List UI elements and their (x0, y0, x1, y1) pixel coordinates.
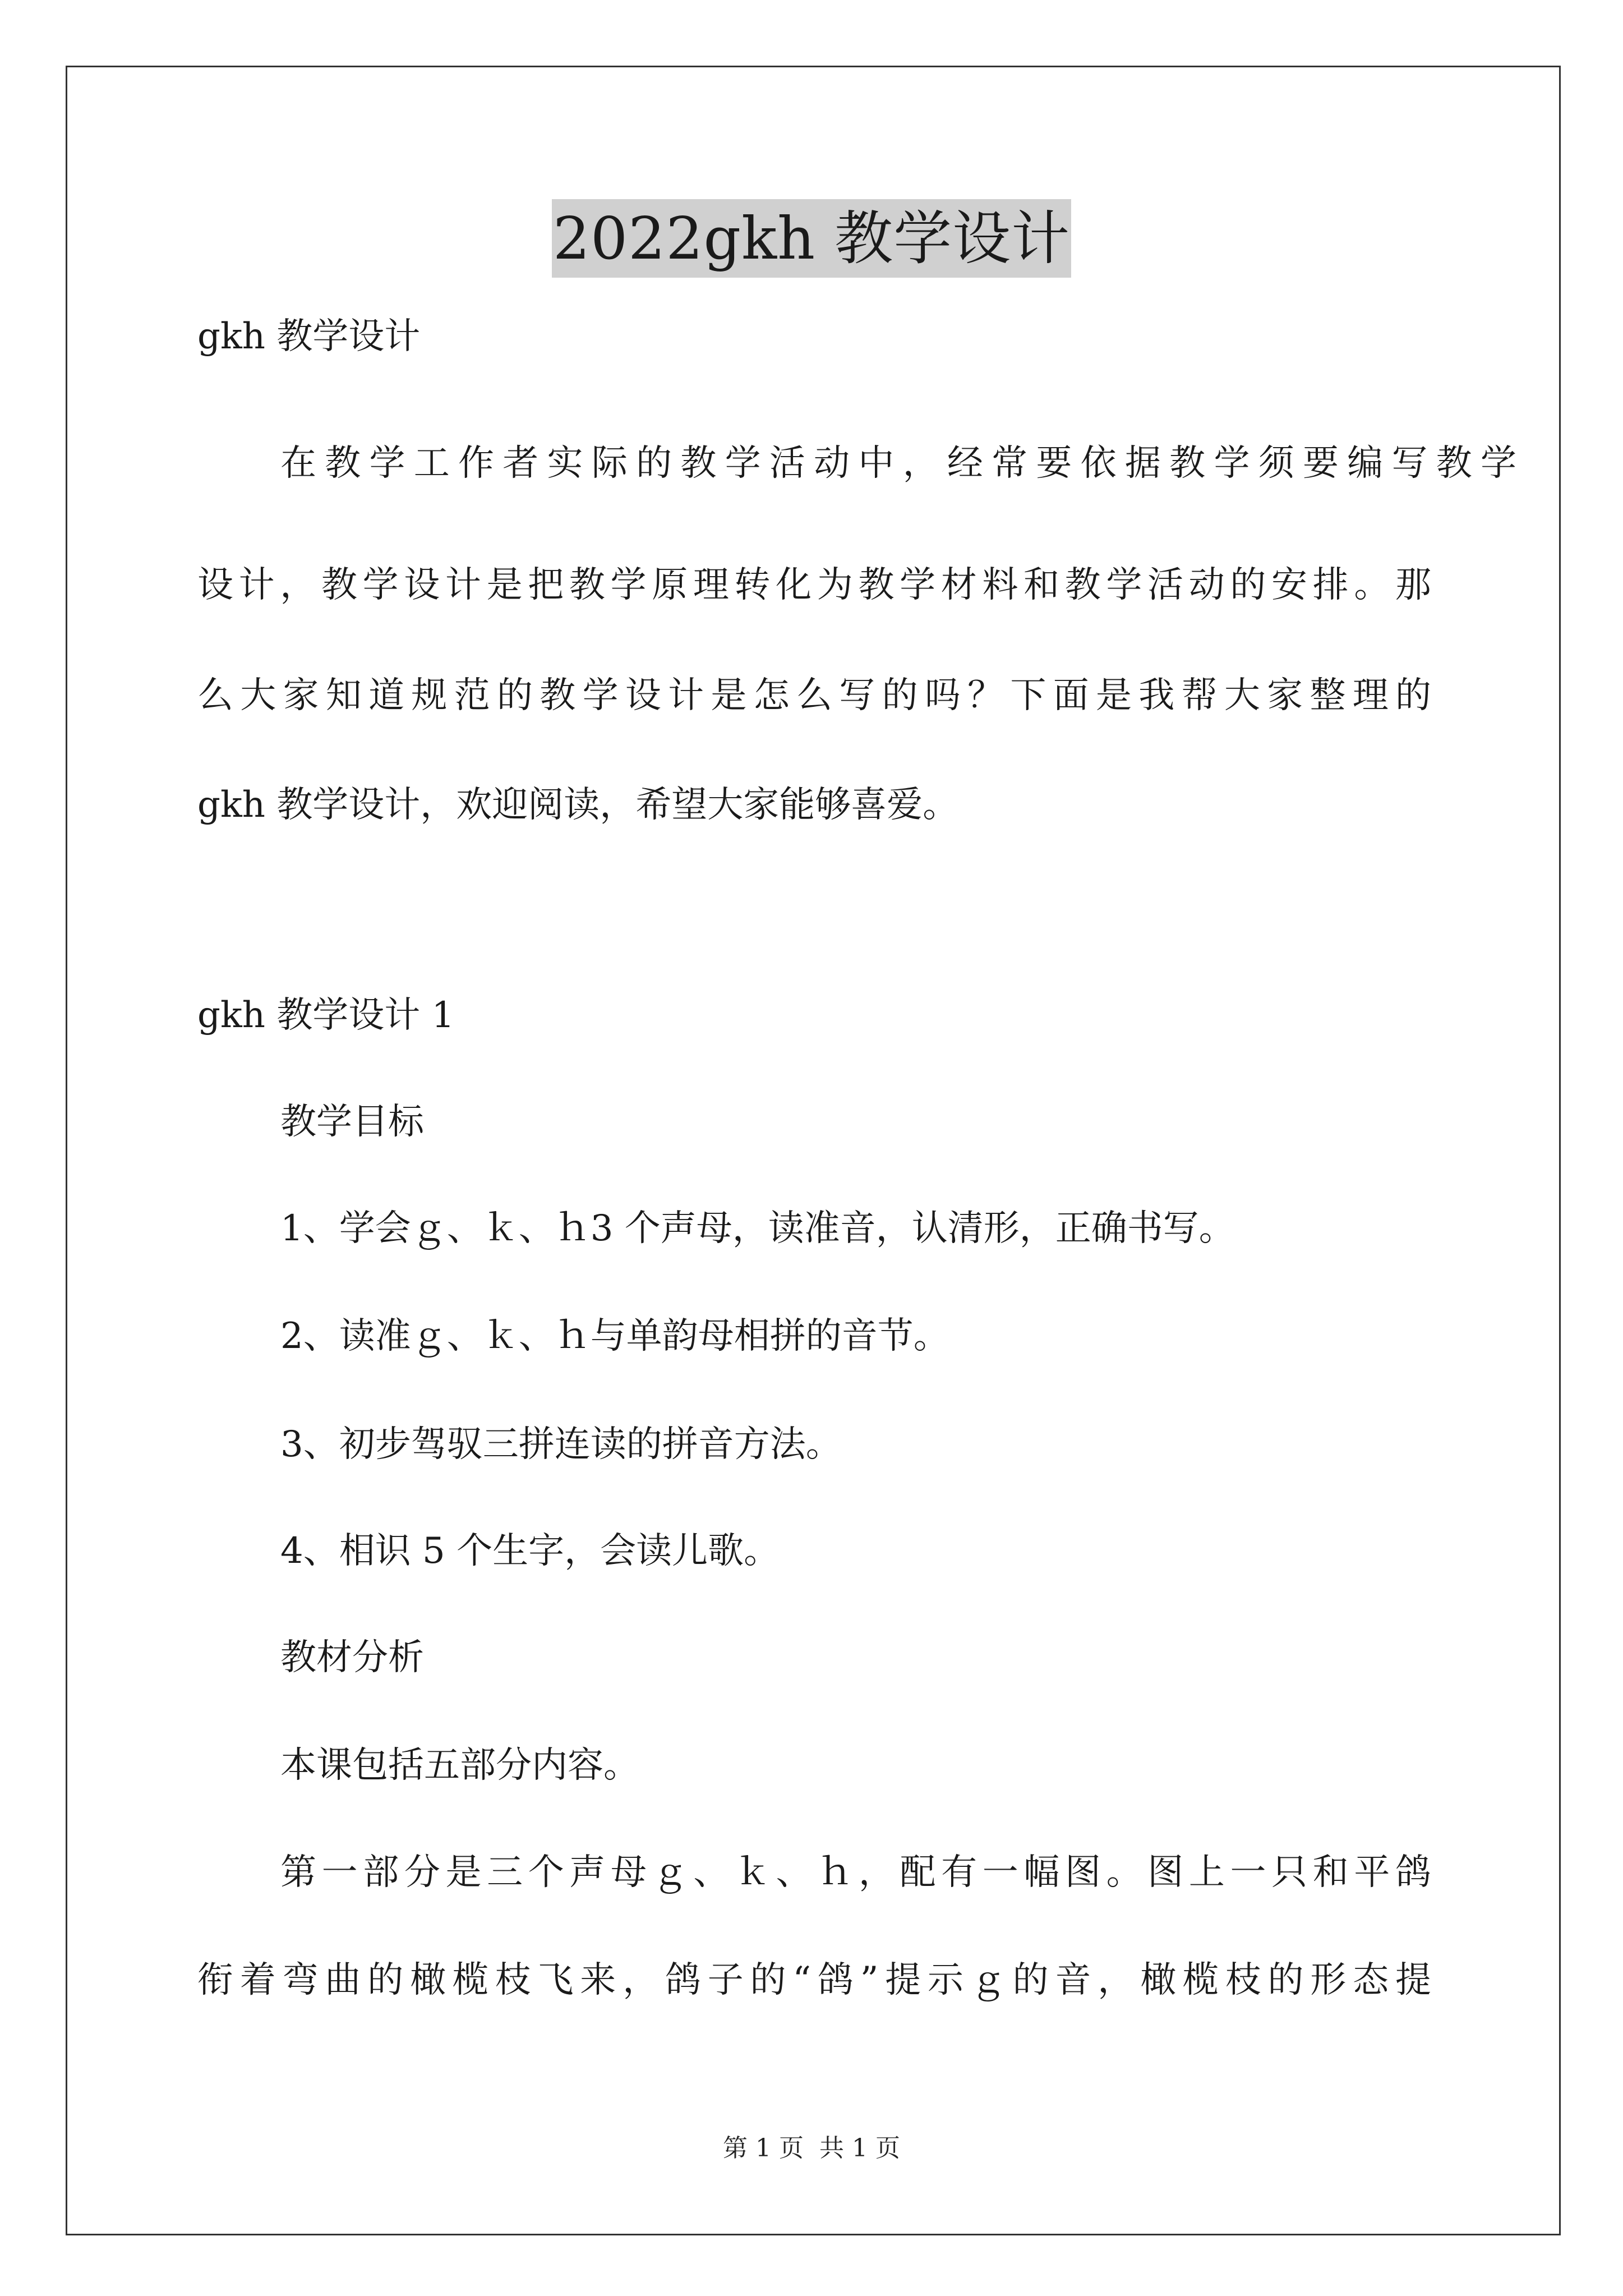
paragraph-line (280, 441, 1623, 486)
document-title: 2022gkh 教学设计 (552, 199, 1071, 278)
paragraph-line: 本课包括五部分内容。 (280, 1745, 639, 1786)
page-total: 共 1 页 (819, 2134, 900, 2162)
section-heading: gkh 教学设计 1 (197, 995, 455, 1036)
title-container (0, 199, 1623, 278)
page-border (66, 66, 1561, 2235)
page-number: 第 1 页 (723, 2134, 804, 2162)
subheading: 教材分析 (280, 1637, 424, 1678)
page-footer (0, 2132, 1623, 2165)
paragraph-line: gkh 教学设计，欢迎阅读，希望大家能够喜爱。 (197, 784, 959, 826)
list-item: 3、初步驾驭三拼连读的拼音方法。 (280, 1424, 842, 1465)
list-item: 1、学会ｇ、ｋ、ｈ3 个声母，读准音，认清形，正确书写。 (280, 1208, 1235, 1249)
paragraph-line: 设计，教学设计是把教学原理转化为教学材料和教学活动的安排。那 (197, 564, 1431, 606)
paragraph-line: 第一部分是三个声母ｇ、ｋ、ｈ，配有一幅图。图上一只和平鸽 (280, 1852, 1431, 1893)
list-item: 2、读准ｇ、ｋ、ｈ与单韵母相拼的音节。 (280, 1315, 949, 1357)
paragraph-line: 衔着弯曲的橄榄枝飞来，鸽子的“鸽”提示ｇ的音，橄榄枝的形态提 (197, 1959, 1431, 2001)
paragraph-line: 么大家知道规范的教学设计是怎么写的吗？下面是我帮大家整理的 (197, 675, 1431, 716)
list-item: 4、相识 5 个生字，会读儿歌。 (280, 1530, 780, 1572)
subheading: 教学目标 (280, 1101, 424, 1143)
section-heading: gkh 教学设计 (197, 316, 421, 357)
paragraph-text: 在教学工作者实际的教学活动中，经常要依据教学须要编写教学 (280, 443, 1516, 484)
